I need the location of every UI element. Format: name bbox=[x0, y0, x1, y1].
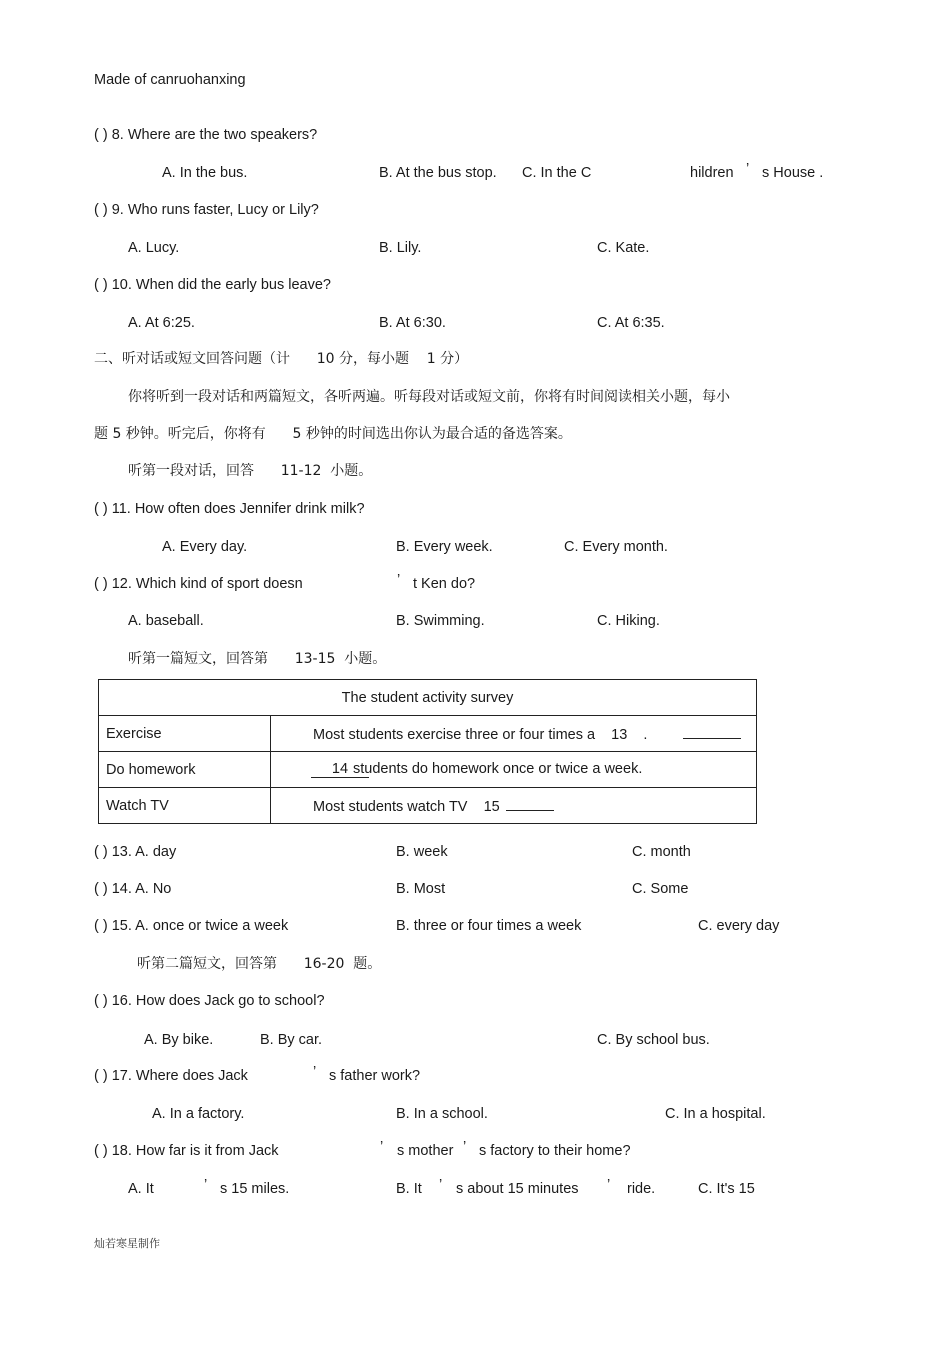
question-8-option-b: B. At the bus stop. bbox=[379, 165, 497, 181]
question-12-stem-part2: t Ken do? bbox=[413, 576, 476, 592]
question-18-option-a-part2: s 15 miles. bbox=[220, 1181, 290, 1197]
question-17-stem-part2: s father work? bbox=[329, 1068, 421, 1084]
survey-row-label: Exercise bbox=[99, 716, 271, 752]
question-8-option-a: A. In the bus. bbox=[162, 165, 248, 181]
question-14-stem: ( ) 14. A. No bbox=[94, 881, 172, 897]
page-footer: 灿若寒星制作 bbox=[94, 1237, 160, 1250]
question-18-option-b-apostrophe-2: ’ bbox=[607, 1177, 611, 1193]
question-16-option-c: C. By school bus. bbox=[597, 1032, 710, 1048]
question-12-option-b: B. Swimming. bbox=[396, 613, 485, 629]
section-2-instructions-line2: 题 5 秒钟。听完后，你将有 5 秒钟的时间选出你认为最合适的备选答案。 bbox=[94, 426, 572, 442]
question-11-option-c: C. Every month. bbox=[564, 539, 668, 555]
question-17-stem-part1: ( ) 17. Where does Jack bbox=[94, 1068, 248, 1084]
answer-blank bbox=[683, 724, 741, 739]
question-16-option-a: A. By bike. bbox=[144, 1032, 214, 1048]
survey-row-cell bbox=[271, 716, 757, 752]
question-15-stem: ( ) 15. A. once or twice a week bbox=[94, 918, 289, 934]
question-18-option-a-apostrophe: ’ bbox=[204, 1177, 208, 1193]
question-14-option-c: C. Some bbox=[632, 881, 689, 897]
question-18-option-b-part1: B. It bbox=[396, 1181, 422, 1197]
table-row bbox=[99, 752, 757, 788]
question-9-option-b: B. Lily. bbox=[379, 240, 422, 256]
answer-blank bbox=[506, 796, 554, 811]
question-15-option-c: C. every day bbox=[698, 918, 780, 934]
question-18-option-c: C. It's 15 bbox=[698, 1181, 755, 1197]
question-12-apostrophe: ’ bbox=[397, 572, 401, 588]
survey-table bbox=[98, 679, 757, 824]
table-row bbox=[99, 716, 757, 752]
survey-row-text: students do homework once or twice a week. bbox=[353, 761, 643, 777]
question-15-option-b: B. three or four times a week bbox=[396, 918, 582, 934]
question-18-apostrophe-2: ’ bbox=[463, 1139, 467, 1155]
question-9-option-a: A. Lucy. bbox=[128, 240, 180, 256]
question-16-option-b: B. By car. bbox=[260, 1032, 323, 1048]
question-17-apostrophe: ’ bbox=[313, 1064, 317, 1080]
question-8-stem: ( ) 8. Where are the two speakers? bbox=[94, 127, 318, 143]
survey-row-text: Most students exercise three or four times a 13 . bbox=[313, 727, 648, 743]
question-10-option-c: C. At 6:35. bbox=[597, 315, 665, 331]
survey-row-cell bbox=[271, 788, 757, 824]
question-11-stem: ( ) 11. How often does Jennifer drink milk? bbox=[94, 501, 365, 517]
question-17-option-a: A. In a factory. bbox=[152, 1106, 245, 1122]
question-11-option-b: B. Every week. bbox=[396, 539, 493, 555]
question-18-option-a-part1: A. It bbox=[128, 1181, 154, 1197]
question-18-stem-part2: s mother bbox=[397, 1143, 454, 1159]
question-12-stem-part1: ( ) 12. Which kind of sport doesn bbox=[94, 576, 303, 592]
question-12-option-a: A. baseball. bbox=[128, 613, 204, 629]
question-16-stem: ( ) 16. How does Jack go to school? bbox=[94, 993, 325, 1009]
question-17-option-c: C. In a hospital. bbox=[665, 1106, 766, 1122]
survey-row-cell bbox=[271, 752, 757, 788]
survey-row-text: Most students watch TV 15 bbox=[313, 799, 500, 815]
survey-row-label: Do homework bbox=[99, 752, 271, 788]
question-18-stem-part1: ( ) 18. How far is it from Jack bbox=[94, 1143, 279, 1159]
part-3-instruction: 听第二篇短文，回答第 16-20 题。 bbox=[137, 956, 382, 972]
question-18-option-b-part2: s about 15 minutes bbox=[456, 1181, 579, 1197]
part-2-instruction: 听第一篇短文，回答第 13-15 小题。 bbox=[128, 651, 387, 667]
table-row bbox=[99, 788, 757, 824]
part-1-instruction: 听第一段对话，回答 11-12 小题。 bbox=[128, 463, 373, 479]
question-8-apostrophe: ’ bbox=[746, 161, 750, 177]
section-2-instructions-line1: 你将听到一段对话和两篇短文，各听两遍。听每段对话或短文前，你将有时间阅读相关小题，每小 bbox=[128, 389, 730, 405]
question-12-option-c: C. Hiking. bbox=[597, 613, 660, 629]
survey-row-label: Watch TV bbox=[99, 788, 271, 824]
question-9-option-c: C. Kate. bbox=[597, 240, 650, 256]
question-8-option-c-part2: hildren bbox=[690, 165, 734, 181]
section-2-heading: 二、听对话或短文回答问题（计 10 分，每小题 1 分） bbox=[94, 351, 469, 367]
question-9-stem: ( ) 9. Who runs faster, Lucy or Lily? bbox=[94, 202, 319, 218]
question-10-option-a: A. At 6:25. bbox=[128, 315, 195, 331]
question-18-apostrophe-1: ’ bbox=[380, 1139, 384, 1155]
question-18-option-b-apostrophe-1: ’ bbox=[439, 1177, 443, 1193]
question-8-option-c-part1: C. In the C bbox=[522, 165, 592, 181]
question-18-option-b-part3: ride. bbox=[627, 1181, 656, 1197]
page-header: Made of canruohanxing bbox=[94, 72, 246, 88]
question-10-option-b: B. At 6:30. bbox=[379, 315, 446, 331]
question-18-stem-part3: s factory to their home? bbox=[479, 1143, 631, 1159]
question-10-stem: ( ) 10. When did the early bus leave? bbox=[94, 277, 331, 293]
survey-title-row bbox=[99, 680, 757, 716]
question-17-option-b: B. In a school. bbox=[396, 1106, 488, 1122]
question-8-option-c-part3: s House . bbox=[762, 165, 824, 181]
question-11-option-a: A. Every day. bbox=[162, 539, 248, 555]
question-13-option-b: B. week bbox=[396, 844, 448, 860]
question-13-option-c: C. month bbox=[632, 844, 691, 860]
survey-title: The student activity survey bbox=[99, 680, 757, 716]
answer-blank-number: 14 bbox=[311, 762, 369, 778]
question-14-option-b: B. Most bbox=[396, 881, 446, 897]
question-13-stem: ( ) 13. A. day bbox=[94, 844, 177, 860]
